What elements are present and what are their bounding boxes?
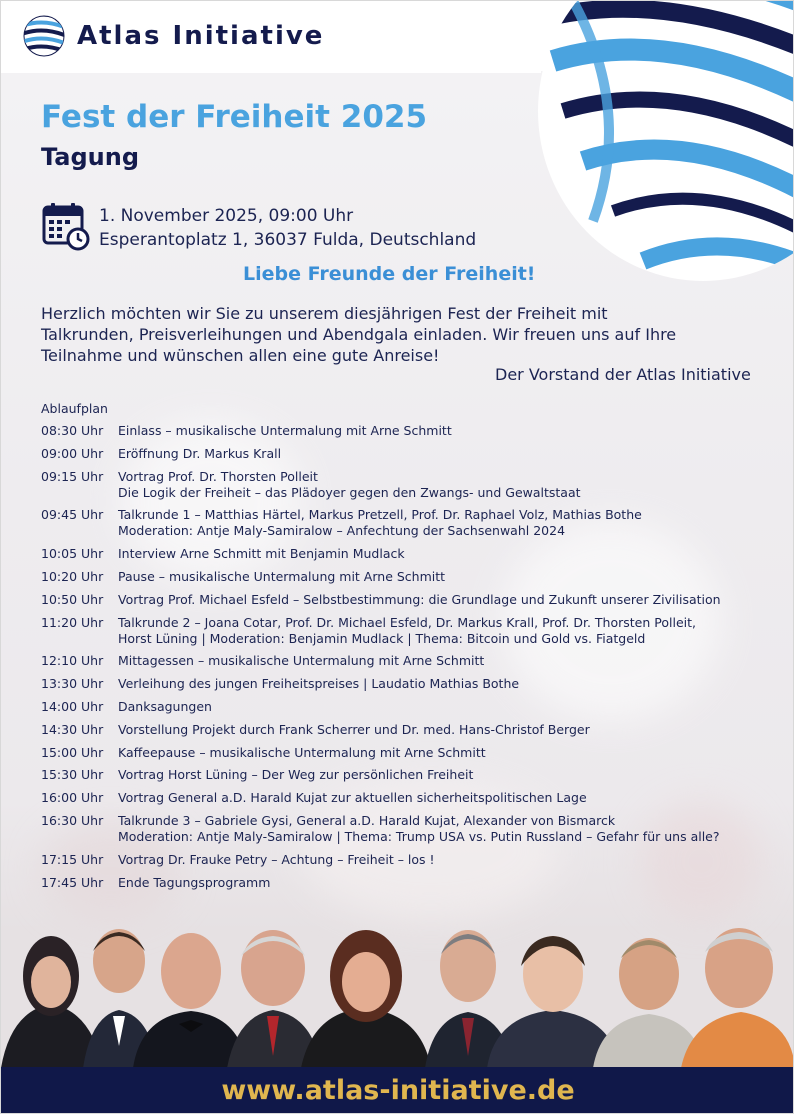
- schedule-description-line: Die Logik der Freiheit – das Plädoyer gegen den Zwangs- und Gewaltstaat: [118, 484, 581, 500]
- schedule-description-line: Horst Lüning | Moderation: Benjamin Mudlack | Thema: Bitcoin und Gold vs. Fiatgeld: [118, 630, 646, 646]
- schedule-description-line: Moderation: Antje Maly-Samiralow – Anfechtung der Sachsenwahl 2024: [118, 523, 566, 539]
- schedule-description: [118, 767, 761, 783]
- calendar-clock-icon: [41, 201, 91, 251]
- signature: Der Vorstand der Atlas Initiative: [495, 365, 751, 384]
- schedule-time: 11:20 Uhr: [41, 614, 104, 630]
- intro-line: Talkrunden, Preisverleihungen und Abendgala einladen. Wir freuen uns auf Ihre: [41, 325, 677, 344]
- schedule-time: 10:05 Uhr: [41, 546, 104, 562]
- schedule-description: [118, 469, 761, 501]
- schedule-row: [41, 592, 761, 608]
- schedule-time: 08:30 Uhr: [41, 423, 104, 438]
- schedule-description: [118, 446, 761, 462]
- schedule-row: [41, 423, 761, 439]
- schedule-row: [41, 569, 761, 585]
- schedule-description-line: Danksagungen: [118, 698, 212, 714]
- schedule-title: Ablaufplan: [41, 401, 108, 416]
- schedule-description-line: Talkrunde 1 – Matthias Härtel, Markus Pretzell, Prof. Dr. Raphael Volz, Mathias Bothe: [118, 507, 642, 523]
- intro-line: Teilnahme und wünschen allen eine gute Anreise!: [41, 346, 440, 365]
- schedule-time: 10:50 Uhr: [41, 591, 104, 607]
- schedule-time: 16:30 Uhr: [41, 812, 104, 828]
- schedule-row: [41, 745, 761, 761]
- schedule-description-line: Verleihung des jungen Freiheitspreises | Laudatio Mathias Bothe: [118, 676, 520, 692]
- schedule-row: [41, 767, 761, 783]
- speaker-portrait: [681, 928, 794, 1068]
- schedule-row: [41, 699, 761, 715]
- schedule-description: [118, 790, 761, 806]
- event-datetime: 1. November 2025, 09:00 Uhr: [99, 206, 354, 226]
- schedule-description: [118, 875, 761, 891]
- schedule-description: [118, 615, 761, 647]
- schedule-time: 09:00 Uhr: [41, 445, 104, 461]
- schedule-description-line: Talkrunde 2 – Joana Cotar, Prof. Dr. Michael Esfeld, Dr. Markus Krall, Prof. Dr. Thorsten Polleit,: [118, 614, 696, 630]
- schedule-description: [118, 722, 761, 738]
- schedule-row: [41, 676, 761, 692]
- footer-bar: [1, 1067, 794, 1114]
- schedule-description-line: Vortrag Dr. Frauke Petry – Achtung – Freiheit – los !: [118, 851, 435, 867]
- schedule-row: [41, 790, 761, 806]
- schedule-time: 15:00 Uhr: [41, 744, 104, 760]
- website-url[interactable]: www.atlas-initiative.de: [221, 1075, 575, 1106]
- schedule-description: [118, 813, 761, 845]
- schedule-description-line: Eröffnung Dr. Markus Krall: [118, 445, 282, 461]
- schedule-time: 10:20 Uhr: [41, 568, 104, 584]
- schedule-row: [41, 875, 761, 891]
- schedule-row: [41, 469, 761, 501]
- schedule-time: 09:45 Uhr: [41, 507, 104, 523]
- schedule-description-line: Vortrag Horst Lüning – Der Weg zur persönlichen Freiheit: [118, 767, 474, 783]
- schedule-row: [41, 852, 761, 868]
- brand-name: Atlas Initiative: [77, 21, 325, 51]
- schedule-time: 09:15 Uhr: [41, 468, 104, 484]
- atlas-globe-logo-icon: [23, 15, 65, 57]
- schedule-description: [118, 745, 761, 761]
- schedule-row: [41, 507, 761, 539]
- schedule-description: [118, 653, 761, 669]
- schedule-description-line: Pause – musikalische Untermalung mit Arne Schmitt: [118, 568, 446, 584]
- speaker-portrait: [227, 930, 321, 1068]
- speaker-portraits: [1, 916, 794, 1068]
- event-title: Fest der Freiheit 2025: [41, 99, 428, 135]
- speaker-portrait: [301, 930, 431, 1068]
- schedule-row: [41, 446, 761, 462]
- event-location: Esperantoplatz 1, 36037 Fulda, Deutschland: [99, 230, 477, 250]
- schedule-description-line: Vortrag General a.D. Harald Kujat zur aktuellen sicherheitspolitischen Lage: [118, 790, 587, 806]
- schedule-row: [41, 653, 761, 669]
- schedule-time: 16:00 Uhr: [41, 790, 104, 806]
- schedule-description: [118, 699, 761, 715]
- schedule-time: 17:45 Uhr: [41, 874, 104, 890]
- schedule-description-line: Ende Tagungsprogramm: [118, 874, 271, 890]
- event-subtitle: Tagung: [41, 143, 140, 171]
- schedule-row: [41, 615, 761, 647]
- greeting: Liebe Freunde der Freiheit!: [243, 263, 536, 285]
- schedule-description: [118, 852, 761, 868]
- schedule-description-line: Vortrag Prof. Michael Esfeld – Selbstbestimmung: die Grundlage und Zukunft unserer Zivilisation: [118, 591, 721, 607]
- schedule-description: [118, 507, 761, 539]
- header: [1, 1, 541, 73]
- schedule-row: [41, 546, 761, 562]
- schedule-description-line: Kaffeepause – musikalische Untermalung mit Arne Schmitt: [118, 744, 486, 760]
- schedule-description-line: Vorstellung Projekt durch Frank Scherrer und Dr. med. Hans-Christof Berger: [118, 721, 590, 737]
- schedule-row: [41, 722, 761, 738]
- schedule-time: 17:15 Uhr: [41, 851, 104, 867]
- schedule-time: 13:30 Uhr: [41, 676, 104, 692]
- schedule-description: [118, 569, 761, 585]
- schedule-time: 14:00 Uhr: [41, 698, 104, 714]
- schedule-description-line: Moderation: Antje Maly-Samiralow | Thema: Trump USA vs. Putin Russland – Gefahr für uns alle?: [118, 828, 720, 844]
- schedule-description: [118, 592, 761, 608]
- schedule-description-line: Vortrag Prof. Dr. Thorsten Polleit: [118, 468, 318, 484]
- schedule-description: [118, 676, 761, 692]
- schedule-description: [118, 423, 761, 439]
- globe-graphic: [533, 0, 794, 291]
- schedule-description-line: Einlass – musikalische Untermalung mit Arne Schmitt: [118, 423, 452, 438]
- schedule-description: [118, 546, 761, 562]
- speaker-portrait: [133, 933, 247, 1068]
- schedule-row: [41, 813, 761, 845]
- intro-line: Herzlich möchten wir Sie zu unserem diesjährigen Fest der Freiheit mit: [41, 304, 608, 323]
- schedule-time: 15:30 Uhr: [41, 767, 104, 783]
- intro-text: [41, 303, 761, 366]
- schedule-description-line: Talkrunde 3 – Gabriele Gysi, General a.D. Harald Kujat, Alexander von Bismarck: [118, 812, 616, 828]
- schedule-list: [41, 423, 761, 897]
- schedule-time: 12:10 Uhr: [41, 653, 104, 669]
- schedule-description-line: Interview Arne Schmitt mit Benjamin Mudlack: [118, 546, 405, 562]
- schedule-time: 14:30 Uhr: [41, 721, 104, 737]
- schedule-description-line: Mittagessen – musikalische Untermalung mit Arne Schmitt: [118, 653, 485, 669]
